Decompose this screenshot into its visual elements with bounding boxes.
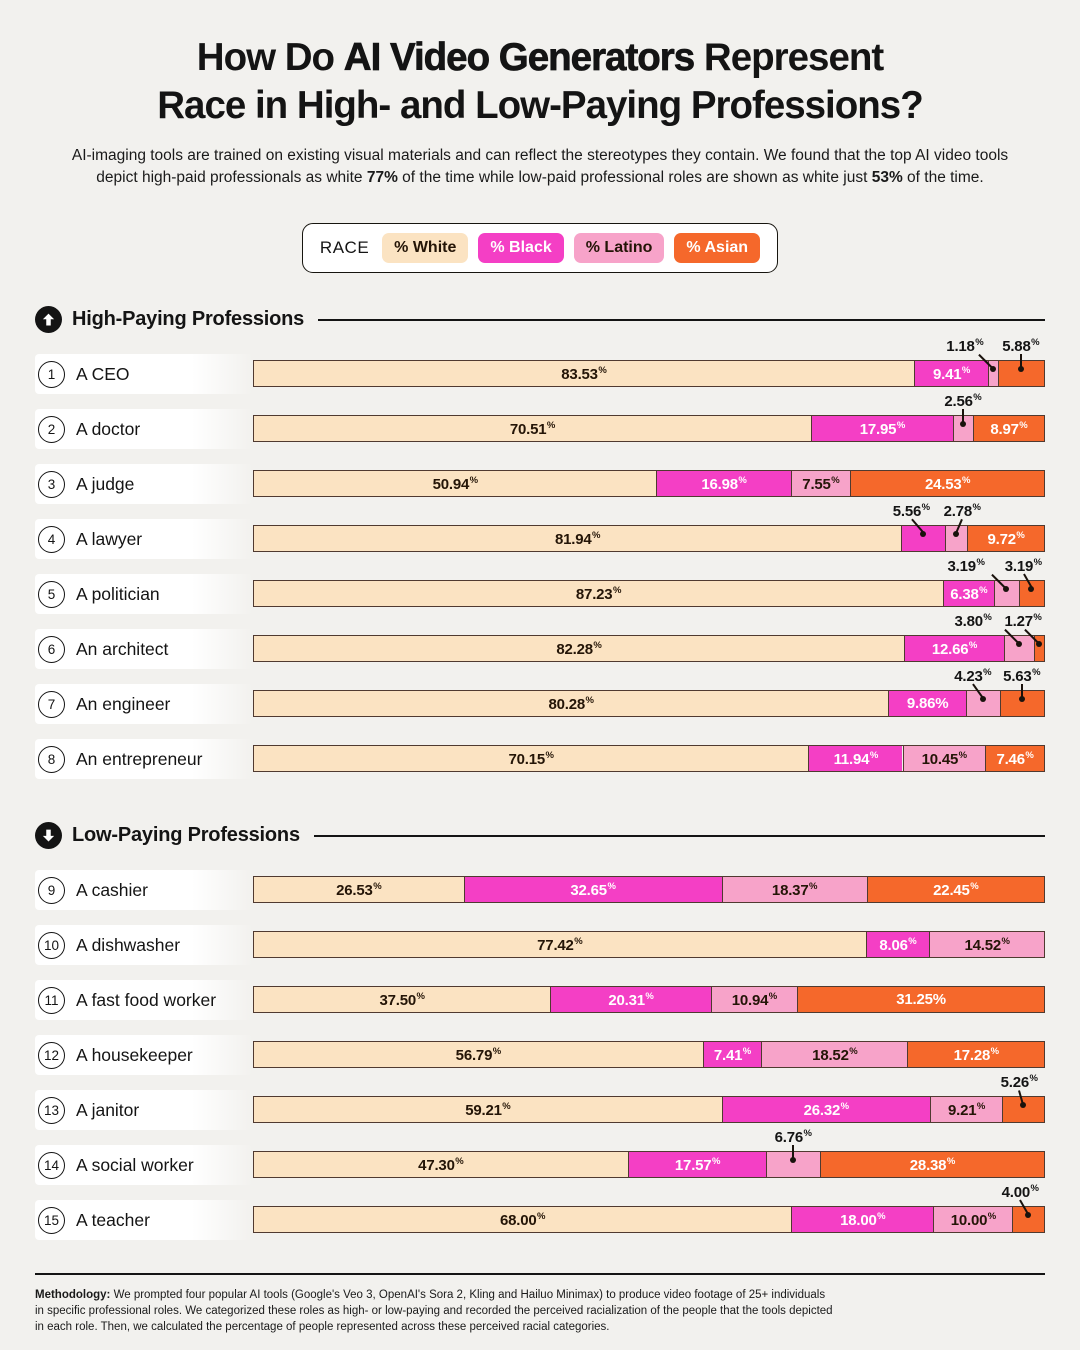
profession-label: A politician xyxy=(76,583,160,604)
section-header-low xyxy=(35,822,1045,849)
segment-asian xyxy=(985,746,1044,771)
methodology-footer xyxy=(35,1273,1045,1336)
legend-items xyxy=(382,233,760,263)
stacked-bar xyxy=(253,612,1045,662)
profession-row xyxy=(35,972,1045,1027)
segment-black xyxy=(943,581,993,606)
profession-row xyxy=(35,1027,1045,1082)
profession-row xyxy=(35,917,1045,972)
segment-black xyxy=(628,1152,767,1177)
row-number: 5 xyxy=(38,581,65,608)
segment-value: 17.95% xyxy=(859,419,906,438)
segment-latino xyxy=(722,877,867,902)
segment-value: 77.42% xyxy=(537,935,583,954)
row-number: 4 xyxy=(38,526,65,553)
segment-black xyxy=(904,636,1004,661)
stacked-bar xyxy=(253,1183,1045,1233)
segment-asian xyxy=(850,471,1044,496)
segment-black xyxy=(888,691,966,716)
segment-value: 11.94% xyxy=(833,749,879,768)
row-label-group xyxy=(35,464,253,504)
row-label-group xyxy=(35,354,253,394)
callout-value: 4.00% xyxy=(1001,1183,1039,1202)
segment-white xyxy=(254,636,904,661)
title-line-1: How Do AI Video Generators Represent xyxy=(196,36,884,79)
segment-value: 59.21% xyxy=(465,1100,511,1119)
row-label-group xyxy=(35,519,253,559)
segment-value: 18.52% xyxy=(812,1045,858,1064)
segment-white xyxy=(254,932,866,957)
stacked-bar xyxy=(253,502,1045,552)
segment-value: 9.21% xyxy=(947,1100,986,1119)
callout-value: 1.27% xyxy=(1004,612,1042,631)
profession-label: An engineer xyxy=(76,693,171,714)
stacked-bar xyxy=(253,667,1045,717)
stacked-bar xyxy=(253,470,1045,497)
row-label-group xyxy=(35,684,253,724)
callout-value: 2.78% xyxy=(943,502,981,521)
profession-row xyxy=(35,1183,1045,1247)
segment-white xyxy=(254,1207,791,1232)
profession-label: A fast food worker xyxy=(76,989,217,1010)
segment-black xyxy=(703,1042,762,1067)
segment-asian xyxy=(907,1042,1044,1067)
legend-pill-black: % Black xyxy=(478,233,563,263)
segment-white xyxy=(254,471,656,496)
segment-latino xyxy=(929,932,1044,957)
legend-pill-latino: % Latino xyxy=(574,233,665,263)
segment-value: 26.32% xyxy=(803,1100,849,1119)
callout-line xyxy=(792,1145,794,1159)
profession-label: A dishwasher xyxy=(76,934,181,955)
segment-value: 32.65% xyxy=(570,880,616,899)
stacked-bar xyxy=(253,337,1045,387)
profession-row xyxy=(35,502,1045,566)
profession-label: A teacher xyxy=(76,1209,150,1230)
segment-white xyxy=(254,1042,703,1067)
profession-row xyxy=(35,667,1045,731)
profession-label: A cashier xyxy=(76,879,148,900)
segment-value: 22.45% xyxy=(933,880,979,899)
stacked-bar xyxy=(253,745,1045,772)
segment-black xyxy=(791,1207,933,1232)
segment-black xyxy=(808,746,902,771)
segment-value: 7.55% xyxy=(802,474,840,493)
row-label-group xyxy=(35,629,253,669)
legend-pill-asian: % Asian xyxy=(674,233,760,263)
row-number: 13 xyxy=(38,1097,65,1124)
stacked-bar xyxy=(253,986,1045,1013)
profession-row xyxy=(35,392,1045,456)
segment-asian xyxy=(820,1152,1044,1177)
segment-value: 9.41% xyxy=(932,364,971,383)
segment-value: 17.57% xyxy=(674,1155,721,1174)
segment-value: 14.52% xyxy=(964,935,1010,954)
segment-value: 10.45% xyxy=(921,749,967,768)
down-arrow-icon xyxy=(35,822,62,849)
segment-white xyxy=(254,526,901,551)
segment-value: 82.28% xyxy=(556,639,602,658)
segment-white xyxy=(254,691,888,716)
segment-value: 83.53% xyxy=(561,364,607,383)
segment-value: 68.00% xyxy=(499,1210,546,1229)
segment-value: 50.94% xyxy=(432,474,478,493)
profession-row xyxy=(35,1128,1045,1192)
row-number: 6 xyxy=(38,636,65,663)
segment-value: 18.00% xyxy=(840,1210,886,1229)
callout-value: 3.80% xyxy=(954,612,992,631)
segment-asian xyxy=(867,877,1044,902)
row-label-group xyxy=(35,1145,253,1185)
row-number: 7 xyxy=(38,691,65,718)
profession-row xyxy=(35,612,1045,676)
segment-value: 87.23% xyxy=(575,584,622,603)
segment-white xyxy=(254,361,914,386)
callout-value: 3.19% xyxy=(947,557,985,576)
segment-asian xyxy=(797,987,1044,1012)
row-number: 3 xyxy=(38,471,65,498)
segment-latino xyxy=(711,987,797,1012)
segment-value: 17.28% xyxy=(953,1045,999,1064)
profession-label: A housekeeper xyxy=(76,1044,193,1065)
stacked-bar xyxy=(253,557,1045,607)
profession-label: A judge xyxy=(76,473,135,494)
callout-value: 4.23% xyxy=(954,667,992,686)
segment-black xyxy=(464,877,722,902)
segment-white xyxy=(254,877,464,902)
stacked-bar xyxy=(253,392,1045,442)
segment-value: 10.94% xyxy=(731,990,778,1009)
section-high xyxy=(35,306,1045,786)
segment-value: 70.15% xyxy=(508,749,554,768)
row-label-group xyxy=(35,409,253,449)
subtitle: AI-imaging tools are trained on existing visual materials and can reflect the stereotypes they contain. We found that the top AI video tools depict high-paid professionals as white 77% of the time while low-paid professional roles are shown as white just 53% of the time. xyxy=(71,147,1009,187)
segment-white xyxy=(254,581,943,606)
callout-line xyxy=(1020,354,1022,368)
profession-label: A doctor xyxy=(76,418,141,439)
segment-value: 31.25% xyxy=(896,991,946,1009)
section-rule xyxy=(314,835,1045,837)
segment-value: 12.66% xyxy=(931,639,978,658)
row-number: 9 xyxy=(38,877,65,904)
row-number: 14 xyxy=(38,1152,65,1179)
row-number: 15 xyxy=(38,1207,65,1234)
segment-value: 16.98% xyxy=(701,474,747,493)
legend-pill-white: % White xyxy=(382,233,468,263)
stacked-bar xyxy=(253,1128,1045,1178)
row-label-group xyxy=(35,739,253,779)
segment-latino xyxy=(903,746,986,771)
callout-value: 5.88% xyxy=(1002,337,1040,356)
segment-value: 8.97% xyxy=(990,419,1028,438)
segment-asian xyxy=(967,526,1044,551)
chart-sections xyxy=(35,306,1045,1247)
row-number: 2 xyxy=(38,416,65,443)
segment-value: 26.53% xyxy=(336,880,382,899)
section-low xyxy=(35,822,1045,1247)
segment-value: 24.53% xyxy=(924,474,971,493)
segment-value: 9.72% xyxy=(987,529,1025,548)
row-label-group xyxy=(35,1090,253,1130)
section-header-high xyxy=(35,306,1045,333)
segment-value: 56.79% xyxy=(455,1045,501,1064)
profession-row xyxy=(35,862,1045,917)
segment-latino xyxy=(761,1042,907,1067)
section-title: High-Paying Professions xyxy=(72,308,305,331)
segment-white xyxy=(254,746,808,771)
section-title: Low-Paying Professions xyxy=(72,824,300,847)
segment-value: 28.38% xyxy=(909,1155,956,1174)
segment-value: 7.41% xyxy=(713,1045,751,1064)
segment-value: 18.37% xyxy=(771,880,818,899)
segment-value: 47.30% xyxy=(418,1155,464,1174)
callout-line xyxy=(1021,684,1023,698)
callout-value: 3.19% xyxy=(1004,557,1042,576)
stacked-bar xyxy=(253,931,1045,958)
segment-value: 37.50% xyxy=(379,990,425,1009)
segment-black xyxy=(550,987,710,1012)
profession-label: A lawyer xyxy=(76,528,143,549)
segment-value: 9.86% xyxy=(906,695,949,713)
row-number: 10 xyxy=(38,932,65,959)
callout-value: 5.56% xyxy=(892,502,930,521)
row-label-group xyxy=(35,870,253,910)
section-rule xyxy=(318,319,1045,321)
row-label-group xyxy=(35,1035,253,1075)
callout-line xyxy=(962,409,964,423)
callout-value: 5.63% xyxy=(1003,667,1041,686)
row-number: 11 xyxy=(38,987,65,1014)
stacked-bar xyxy=(253,876,1045,903)
stacked-bar xyxy=(253,1073,1045,1123)
legend-title: RACE xyxy=(319,238,370,258)
race-legend xyxy=(302,223,778,273)
segment-black xyxy=(722,1097,930,1122)
segment-latino xyxy=(930,1097,1003,1122)
segment-black xyxy=(811,416,953,441)
segment-value: 80.28% xyxy=(548,694,594,713)
row-label-group xyxy=(35,925,253,965)
segment-value: 8.06% xyxy=(879,935,917,954)
profession-label: An entrepreneur xyxy=(76,748,203,769)
profession-row xyxy=(35,731,1045,786)
profession-row xyxy=(35,557,1045,621)
segment-black xyxy=(866,932,930,957)
segment-value: 20.31% xyxy=(608,990,654,1009)
segment-white xyxy=(254,1152,628,1177)
segment-black xyxy=(914,361,988,386)
profession-row xyxy=(35,1073,1045,1137)
callout-value: 6.76% xyxy=(774,1128,812,1147)
title-line-2: Race in High- and Low-Paying Professions? xyxy=(157,83,923,127)
row-label-group xyxy=(35,1200,253,1240)
row-number: 1 xyxy=(38,361,65,388)
segment-value: 7.46% xyxy=(996,749,1034,768)
methodology-text: Methodology: We prompted four popular AI tools (Google's Veo 3, OpenAI's Sora 2, Kling and Hailuo Minimax) to produce video footage of 25+ individuals in specific professional roles. We categorized these roles as high- or low-paying and recorded the perceived racialization of the people that the tools depicted in each role. Then, we calculated the percentage of people represented across these perceived racial categories. xyxy=(35,1289,833,1334)
segment-white xyxy=(254,416,811,441)
profession-label: A social worker xyxy=(76,1154,194,1175)
callout-value: 2.56% xyxy=(944,392,982,411)
segment-white xyxy=(254,987,550,1012)
profession-label: An architect xyxy=(76,638,169,659)
segment-value: 10.00% xyxy=(950,1210,997,1229)
segment-value: 81.94% xyxy=(555,529,601,548)
stacked-bar xyxy=(253,1041,1045,1068)
page-title xyxy=(35,0,1045,129)
up-arrow-icon xyxy=(35,306,62,333)
callout-value: 5.26% xyxy=(1000,1073,1038,1092)
row-label-group xyxy=(35,980,253,1020)
segment-value: 70.51% xyxy=(509,419,556,438)
segment-white xyxy=(254,1097,722,1122)
callout-value: 1.18% xyxy=(946,337,984,356)
segment-latino xyxy=(933,1207,1012,1232)
segment-black xyxy=(656,471,790,496)
row-number: 12 xyxy=(38,1042,65,1069)
profession-row xyxy=(35,337,1045,401)
segment-asian xyxy=(973,416,1044,441)
row-number: 8 xyxy=(38,746,65,773)
profession-label: A CEO xyxy=(76,363,130,384)
segment-value: 6.38% xyxy=(950,584,988,603)
profession-label: A janitor xyxy=(76,1099,140,1120)
segment-latino xyxy=(791,471,851,496)
row-label-group xyxy=(35,574,253,614)
